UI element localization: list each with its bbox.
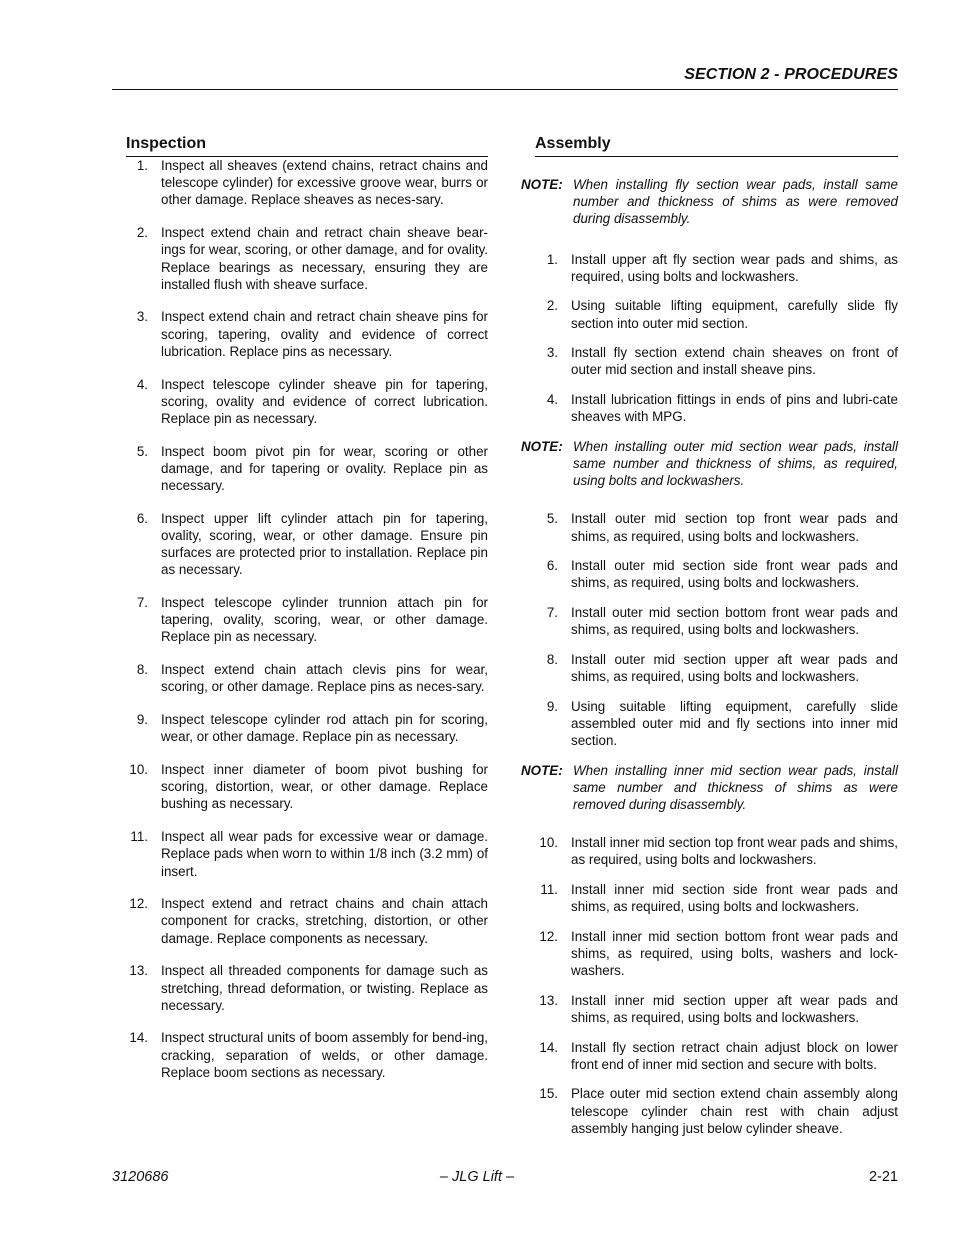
- procedure-step: [521, 651, 898, 685]
- note-label: NOTE:: [521, 762, 563, 778]
- step-text: Inspect telescope cylinder trunnion attach pin for tapering, ovality, scoring, wear, or other damage. Replace pin as necessary.: [161, 595, 488, 645]
- assembly-column: [521, 135, 898, 1149]
- procedure-step: [126, 443, 488, 495]
- step-number: 1.: [136, 158, 148, 173]
- step-number: 8.: [546, 651, 558, 667]
- note-fly-wear-pads: [521, 176, 898, 228]
- step-text: Inspect all wear pads for excessive wear or damage. Replace pads when worn to within 1/8 inch (3.2 mm) of insert.: [161, 829, 488, 879]
- step-text: Install lubrication fittings in ends of pins and lubri-cate sheaves with MPG.: [571, 392, 898, 425]
- assembly-steps-group-3: [521, 834, 898, 1137]
- procedure-step: [126, 761, 488, 813]
- step-number: 2.: [546, 298, 558, 314]
- section-title: SECTION 2 - PROCEDURES: [684, 66, 898, 83]
- procedure-step: [126, 711, 488, 745]
- step-number: 7.: [136, 595, 148, 611]
- procedure-step: [126, 1029, 488, 1081]
- step-text: Inspect all sheaves (extend chains, retract chains and telescope cylinder) for excessive groove wear, burrs or other damage. Replace sheaves as neces-sary.: [161, 158, 488, 208]
- procedure-step: [521, 297, 898, 331]
- step-text: Install outer mid section top front wear pads and shims, as required, using bolts and lockwashers.: [571, 511, 898, 544]
- note-text: When installing inner mid section wear pads, install same number and thickness of shims as were removed during disassembly.: [573, 762, 898, 812]
- step-number: 12.: [129, 896, 148, 912]
- procedure-step: [126, 224, 488, 293]
- step-number: 7.: [546, 605, 558, 620]
- procedure-step: [126, 895, 488, 947]
- step-number: 5.: [546, 511, 558, 527]
- step-text: Install outer mid section upper aft wear pads and shims, as required, using bolts and lockwashers.: [571, 651, 898, 684]
- header-divider: [112, 89, 898, 90]
- procedure-step: [126, 594, 488, 646]
- step-text: Inspect inner diameter of boom pivot bushing for scoring, distortion, wear, or other damage. Replace bushing as necessary.: [161, 761, 488, 812]
- procedure-step: [521, 251, 898, 285]
- step-number: 11.: [130, 829, 148, 845]
- note-label: NOTE:: [521, 177, 563, 192]
- procedure-step: [126, 828, 488, 880]
- step-text: Install fly section extend chain sheaves on front of outer mid section and install sheave pins.: [571, 345, 898, 378]
- procedure-step: [126, 157, 488, 209]
- assembly-heading: Assembly: [535, 135, 898, 157]
- step-text: Place outer mid section extend chain assembly along telescope cylinder chain rest with chain adjust assembly hanging just below cylinder sheave.: [571, 1086, 898, 1136]
- step-text: Inspect extend chain and retract chain sheave pins for scoring, tapering, ovality and evidence of correct lubrication. Replace pins as necessary.: [161, 309, 488, 359]
- procedure-step: [126, 510, 488, 579]
- step-text: Install inner mid section top front wear pads and shims, as required, using bolts and lockwashers.: [571, 835, 898, 868]
- step-number: 10.: [539, 835, 558, 851]
- step-text: Inspect boom pivot pin for wear, scoring or other damage, and for tapering or ovality. Replace pin as necessary.: [161, 443, 488, 494]
- step-text: Install inner mid section upper aft wear pads and shims, as required, using bolts and lockwashers.: [571, 992, 898, 1025]
- procedure-step: [521, 604, 898, 638]
- step-number: 6.: [546, 558, 558, 574]
- step-text: Inspect extend chain attach clevis pins for wear, scoring, or other damage. Replace pins as neces-sary.: [161, 662, 488, 695]
- step-text: Using suitable lifting equipment, carefully slide fly section into outer mid section.: [571, 298, 898, 331]
- step-text: Install inner mid section side front wear pads and shims, as required, using bolts and lockwashers.: [571, 882, 898, 915]
- procedure-step: [126, 962, 488, 1014]
- procedure-step: [521, 928, 898, 980]
- step-number: 14.: [539, 1039, 558, 1055]
- inspection-heading: Inspection: [126, 135, 488, 157]
- step-number: 12.: [539, 928, 558, 944]
- step-number: 1.: [546, 251, 558, 267]
- publisher-footer: – JLG Lift –: [439, 1169, 515, 1185]
- step-number: 2.: [136, 225, 148, 241]
- procedure-step: [521, 834, 898, 868]
- procedure-step: [521, 881, 898, 915]
- inspection-column: [126, 135, 488, 1097]
- step-text: Inspect extend and retract chains and chain attach component for cracks, stretching, distortion, or other damage. Replace components as necessary.: [161, 896, 488, 946]
- assembly-steps-group-1: [521, 251, 898, 426]
- procedure-step: [521, 344, 898, 378]
- step-number: 8.: [136, 662, 148, 678]
- step-text: Inspect all threaded components for damage such as stretching, thread deformation, or twisting. Replace as necessary.: [161, 963, 488, 1013]
- procedure-step: [126, 376, 488, 428]
- step-number: 3.: [546, 345, 558, 361]
- procedure-step: [521, 992, 898, 1026]
- assembly-steps-group-2: [521, 510, 898, 749]
- step-number: 14.: [129, 1030, 148, 1046]
- step-text: Install outer mid section bottom front wear pads and shims, as required, using bolts and lockwashers.: [571, 605, 898, 638]
- procedure-step: [521, 557, 898, 591]
- procedure-step: [521, 1039, 898, 1073]
- procedure-step: [521, 391, 898, 425]
- step-text: Install inner mid section bottom front wear pads and shims, as required, using bolts, washers and lock-washers.: [571, 928, 898, 979]
- step-number: 4.: [546, 392, 558, 407]
- note-text: When installing fly section wear pads, install same number and thickness of shims as were removed during disassembly.: [573, 177, 898, 227]
- note-outer-mid-wear-pads: [521, 438, 898, 490]
- step-number: 9.: [546, 698, 558, 714]
- step-number: 4.: [136, 376, 148, 392]
- step-text: Using suitable lifting equipment, carefully slide assembled outer mid and fly sections into inner mid section.: [571, 698, 898, 748]
- step-text: Inspect telescope cylinder rod attach pin for scoring, wear, or other damage. Replace pin as necessary.: [161, 712, 488, 745]
- step-number: 13.: [539, 992, 558, 1008]
- step-number: 6.: [136, 510, 148, 526]
- step-text: Inspect structural units of boom assembly for bend-ing, cracking, separation of welds, or other damage. Replace boom sections as necessary.: [161, 1030, 488, 1080]
- step-number: 13.: [129, 963, 148, 979]
- page-number: 2-21: [868, 1169, 898, 1185]
- procedure-step: [521, 510, 898, 544]
- note-inner-mid-wear-pads: [521, 762, 898, 814]
- procedure-step: [126, 308, 488, 360]
- procedure-step: [126, 661, 488, 695]
- step-number: 15.: [539, 1086, 558, 1102]
- step-number: 5.: [136, 443, 148, 459]
- procedure-step: [521, 698, 898, 750]
- step-text: Inspect extend chain and retract chain sheave bear-ings for wear, scoring, or other damage, and for ovality. Replace bearings as necessary, ensuring they are installed flush with sheave surface.: [161, 225, 488, 292]
- step-text: Install outer mid section side front wear pads and shims, as required, using bolts and lockwashers.: [571, 558, 898, 591]
- step-text: Inspect telescope cylinder sheave pin for tapering, scoring, ovality and evidence of correct lubrication. Replace pin as necessary.: [161, 376, 488, 426]
- note-text: When installing outer mid section wear pads, install same number and thickness of shims, as required, using bolts and lockwashers.: [573, 438, 898, 489]
- step-number: 9.: [136, 712, 148, 728]
- step-number: 3.: [136, 309, 148, 325]
- inspection-steps: [126, 157, 488, 1081]
- procedure-step: [521, 1085, 898, 1137]
- step-text: Inspect upper lift cylinder attach pin for tapering, ovality, scoring, wear, or other damage. Ensure pin surfaces are protected prior to installation. Replace pin as necessary.: [161, 510, 488, 578]
- step-text: Install fly section retract chain adjust block on lower front end of inner mid section and secure with bolts.: [571, 1039, 898, 1072]
- step-number: 10.: [129, 761, 148, 777]
- note-label: NOTE:: [521, 438, 563, 454]
- doc-number: 3120686: [112, 1169, 169, 1185]
- step-text: Install upper aft fly section wear pads and shims, as required, using bolts and lockwashers.: [571, 251, 898, 284]
- step-number: 11.: [540, 882, 558, 897]
